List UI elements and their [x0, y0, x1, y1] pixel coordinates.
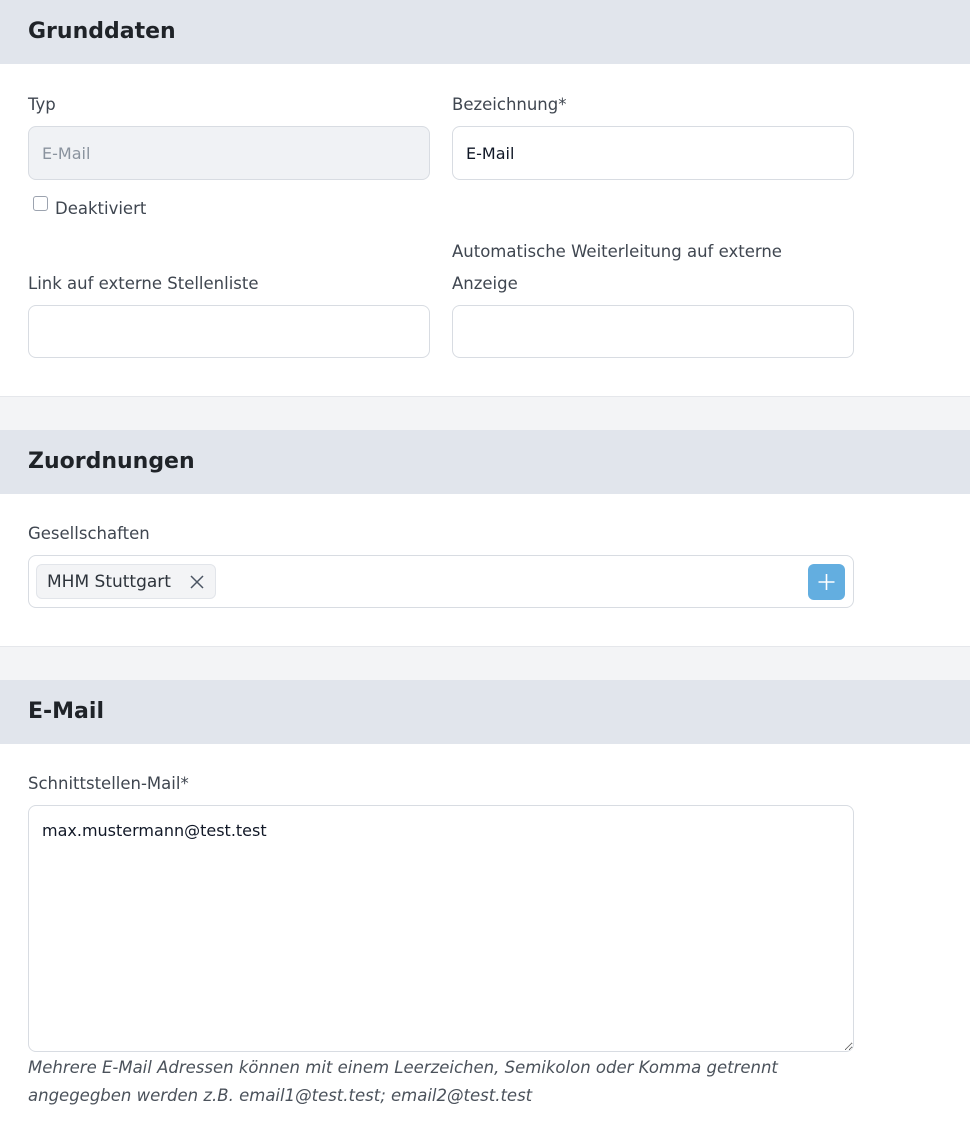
zuordnungen-title: Zuordnungen — [28, 449, 195, 474]
gesellschaften-select[interactable] — [28, 555, 854, 608]
typ-input — [28, 126, 430, 180]
close-icon[interactable] — [189, 574, 205, 590]
add-gesellschaft-button[interactable] — [808, 564, 845, 600]
schnittstelle-hint-line1: Mehrere E-Mail Adressen können mit einem Leerzeichen, Semikolon oder Komma getrennt — [28, 1058, 778, 1077]
zuordnungen-section — [0, 430, 970, 647]
deaktiviert-checkbox[interactable] — [33, 196, 48, 211]
weiterleitung-input[interactable] — [452, 305, 854, 358]
weiterleitung-label-line1: Automatische Weiterleitung auf externe — [452, 242, 782, 261]
tag-label: MHM Stuttgart — [47, 571, 171, 592]
grunddaten-header — [0, 0, 970, 64]
email-title: E-Mail — [28, 699, 104, 724]
link-input[interactable] — [28, 305, 430, 358]
link-label: Link auf externe Stellenliste — [28, 274, 259, 293]
deaktiviert-checkbox-row[interactable] — [33, 196, 48, 211]
grunddaten-title: Grunddaten — [28, 19, 176, 44]
gesellschaften-label: Gesellschaften — [28, 524, 150, 543]
plus-icon — [808, 564, 845, 600]
schnittstelle-label: Schnittstellen-Mail* — [28, 774, 189, 793]
bezeichnung-label: Bezeichnung* — [452, 95, 567, 114]
grunddaten-section — [0, 0, 970, 397]
zuordnungen-header — [0, 430, 970, 494]
tag-chip — [36, 564, 216, 599]
bezeichnung-input[interactable] — [452, 126, 854, 180]
typ-label: Typ — [28, 95, 56, 114]
email-section — [0, 680, 970, 1122]
deaktiviert-label[interactable]: Deaktiviert — [55, 199, 147, 218]
schnittstelle-hint-line2: angegegben werden z.B. email1@test.test; email2@test.test — [28, 1086, 533, 1105]
schnittstelle-textarea[interactable] — [28, 805, 854, 1052]
email-header — [0, 680, 970, 744]
weiterleitung-label-line2: Anzeige — [452, 274, 518, 293]
